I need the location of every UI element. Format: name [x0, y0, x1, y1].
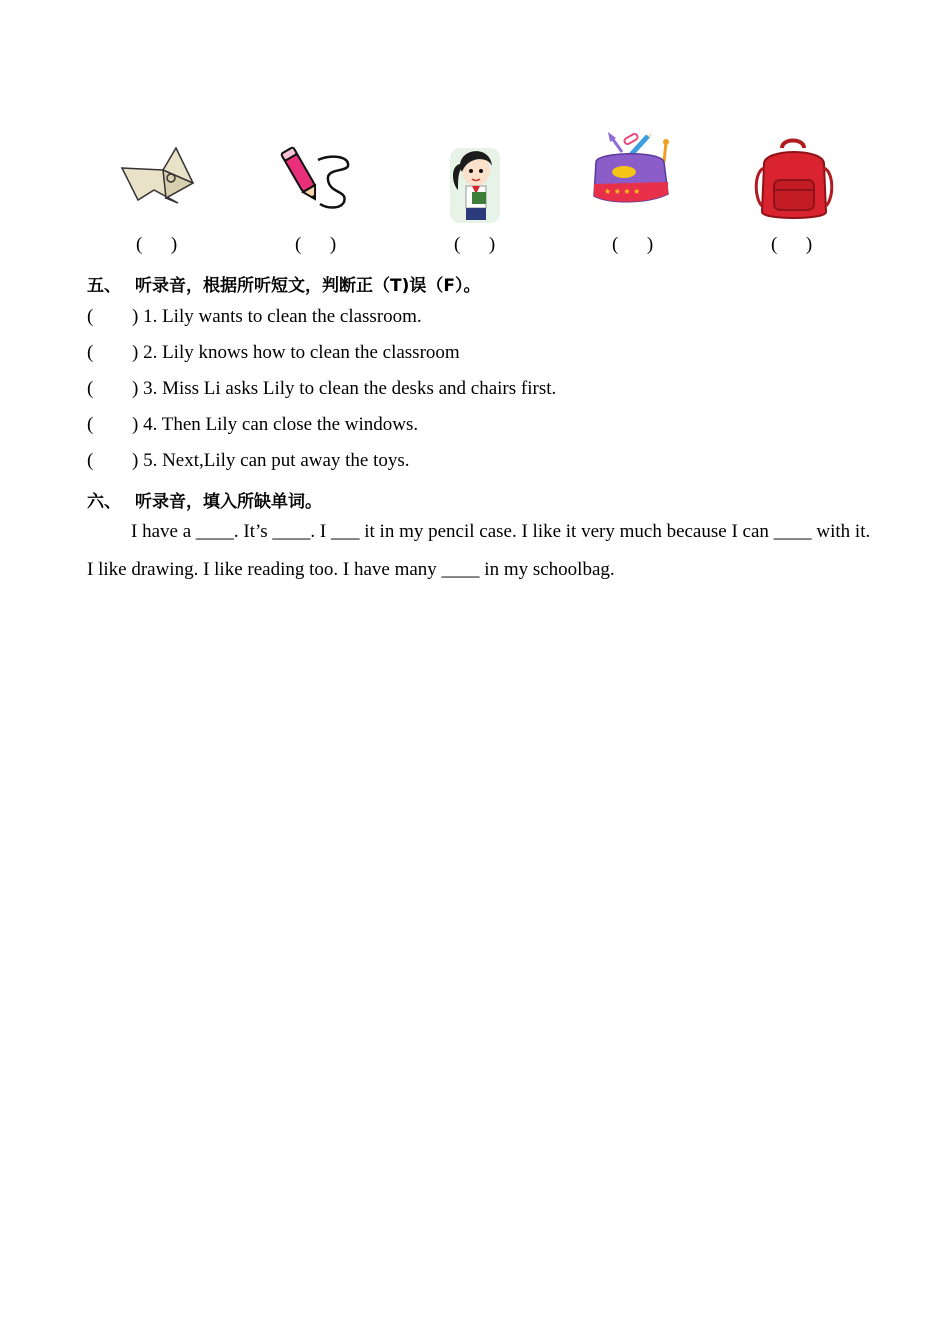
answer-paren-row [0, 234, 950, 260]
answer-bracket[interactable]: ( [87, 306, 94, 327]
paper-plane-icon [108, 128, 208, 228]
section5-title: 听录音，根据所听短文，判断正（T)误（F）。 [135, 276, 481, 296]
item-text: ) 4. Then Lily can close the windows. [132, 414, 419, 435]
section6-title: 听录音，填入所缺单词。 [135, 492, 322, 512]
section6-number: 六、 [87, 492, 121, 512]
list-item [87, 414, 418, 436]
passage-line-1: I have a ____. It’s ____. I ___ it in my pencil case. I like it very much because I can ____ with it. [131, 521, 871, 542]
answer-bracket[interactable]: ( [87, 342, 94, 363]
answer-bracket[interactable]: ( [87, 414, 94, 435]
passage-line-2: I like drawing. I like reading too. I have many ____ in my schoolbag. [87, 559, 615, 580]
answer-blank[interactable]: ( ) [295, 234, 337, 255]
section6-heading [87, 487, 322, 512]
list-item [87, 450, 410, 472]
list-item [87, 378, 556, 400]
item-text: ) 2. Lily knows how to clean the classroom [132, 342, 460, 363]
answer-blank[interactable]: ( ) [771, 234, 813, 255]
answer-bracket[interactable]: ( [87, 378, 94, 399]
item-text: ) 5. Next,Lily can put away the toys. [132, 450, 410, 471]
answer-blank[interactable]: ( ) [612, 234, 654, 255]
schoolbag-icon [746, 128, 846, 228]
section5-heading [87, 271, 480, 296]
list-item [87, 342, 460, 364]
list-item [87, 306, 422, 328]
item-text: ) 1. Lily wants to clean the classroom. [132, 306, 422, 327]
pencil-case-icon [588, 128, 688, 228]
svg-text:★ ★ ★ ★: ★ ★ ★ ★ [604, 187, 641, 196]
answer-bracket[interactable]: ( [87, 450, 94, 471]
answer-blank[interactable]: ( ) [136, 234, 178, 255]
pencil-icon [270, 128, 370, 228]
girl-icon [428, 128, 528, 228]
picture-row [0, 128, 950, 228]
answer-blank[interactable]: ( ) [454, 234, 496, 255]
item-text: ) 3. Miss Li asks Lily to clean the desks and chairs first. [132, 378, 557, 399]
section5-number: 五、 [87, 276, 121, 296]
